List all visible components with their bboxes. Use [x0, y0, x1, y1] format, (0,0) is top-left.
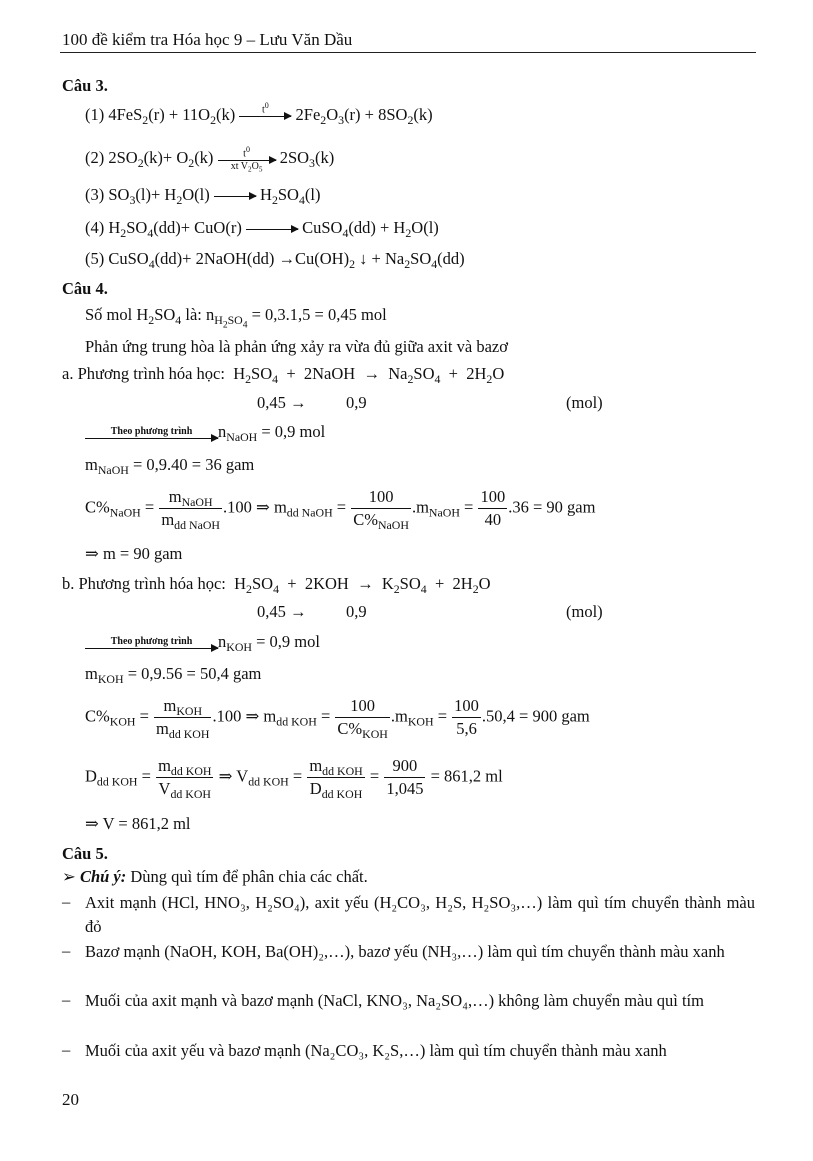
catalyst-arrow: $\frac{t^0}{xt V_2O_5}$ [218, 146, 276, 172]
reaction-5: (5) CuSO$_4$(dd)+ 2NaOH(dd) $\to Cu(OH)_2$ ↓ + $Na_2SO_4(dd)$ [85, 249, 465, 272]
list-item: Axit mạnh (HCl, HNO₃, H₂SO₄), axit yếu (H₂CO₃, H₂S, H₂SO₃,…) làm quì tím chuyển thành màu đỏ [85, 893, 755, 936]
list-item: Bazơ mạnh (NaOH, KOH, Ba(OH)₂,…), bazơ yếu (NH₃,…) làm quì tím chuyển thành màu xanh [85, 942, 725, 961]
arrow-bullet-icon: ➢ [62, 867, 76, 886]
reaction-4: (4) $H_2SO_4(dd)+ CuO(r)$ CuSO$_4$(dd) + $H_2O(l)$ [85, 218, 439, 241]
heat-arrow: $t^0$ [239, 102, 291, 118]
part-b-equation: b. Phương trình hóa học: $H_2SO_4 + 2KOH \to K_2SO_4 + 2H_2O$ [62, 574, 491, 597]
part-a-m: $m_{NaOH} = 0,9.40 = 36$ gam [85, 455, 255, 478]
note-line: ➢ Chú ý: Dùng quì tím để phân chia các chất. [62, 867, 368, 886]
part-a-unit: (mol) [566, 393, 603, 412]
cau3-heading: Câu 3. [62, 76, 108, 95]
cau5-heading: Câu 5. [62, 844, 108, 863]
mol-calc: Số mol $H_2SO_4$ là: $n_{H_2SO_4} = 0,3.1,5 = 0,45$ mol [85, 305, 387, 331]
part-a-ratio-1: 0,45 → [257, 393, 307, 412]
dash-bullet: – [62, 990, 71, 1009]
reaction-1: (1) $4FeS_2(r) + 11O_2(k)$ $t^0$ $2Fe_2O_3(r) + 8SO_2(k)$ [85, 101, 433, 128]
part-a-concentration: $C\%_{NaOH}$ = $\frac{m_{NaOH}}{m_{dd NaOH}}$ .100 ⇒ $m_{dd NaOH}$ = $\frac{100}{C\%_{NaOH}}$ $.m_{NaOH}$ = $\frac{100}{40}$ .36 = 90 gam [85, 487, 596, 533]
theo-arrow: Theo phương trình [85, 637, 218, 650]
part-b-n: Theo phương trình $n_{KOH} = 0,9$ mol [85, 633, 320, 652]
reaction-2: (2) $2SO_2(k)+ O_2(k)$ $\frac{t^0}{xt V_2O_5}$ $2SO_3(k)$ [85, 145, 335, 174]
dash-bullet: – [62, 892, 71, 911]
part-a-equation: a. Phương trình hóa học: $H_2SO_4$ + 2NaOH → $Na_2SO_4 + 2H_2O$ [62, 364, 505, 387]
reaction-arrow [246, 228, 298, 231]
dash-bullet: – [62, 941, 71, 960]
reaction-arrow [214, 195, 256, 198]
part-b-ratio-1: 0,45 → [257, 602, 307, 621]
part-a-n: Theo phương trình $n_{NaOH} = 0,9$ mol [85, 423, 325, 442]
page-number: 20 [62, 1090, 79, 1109]
part-a-result: ⇒ m = 90 gam [85, 544, 183, 563]
part-b-unit: (mol) [566, 602, 603, 621]
part-a-ratio-2: 0,9 [346, 393, 367, 412]
dash-bullet: – [62, 1040, 71, 1059]
part-b-result: ⇒ V = 861,2 ml [85, 814, 191, 833]
cau4-heading: Câu 4. [62, 279, 108, 298]
part-b-concentration: $C\%_{KOH}$ = $\frac{m_{KOH}}{m_{dd KOH}}$ .100 ⇒ $m_{dd KOH}$ = $\frac{100}{C\%_{KOH}}$ $.m_{KOH}$ = $\frac{100}{5,6}$ .50,4 = 900 gam [85, 696, 590, 742]
part-b-ratio-2: 0,9 [346, 602, 367, 621]
neutral-note: Phản ứng trung hòa là phản ứng xảy ra vừa đủ giữa axit và bazơ [85, 337, 508, 356]
part-b-m: $m_{KOH} = 0,9.56 = 50,4$ gam [85, 664, 262, 687]
header-rule [60, 52, 756, 53]
running-header: 100 đề kiểm tra Hóa học 9 – Lưu Văn Dầu [62, 30, 353, 49]
part-b-density: $D_{dd KOH}$ = $\frac{m_{dd KOH}}{V_{dd KOH}}$ ⇒ $V_{dd KOH}$ = $\frac{m_{dd KOH}}{D_{dd KOH}}$ = $\frac{900}{1,045}$ = 861,2 ml [85, 756, 503, 802]
list-item: Muối của axit yếu và bazơ mạnh (Na₂CO₃, K₂S,…) làm quì tím chuyển thành màu xanh [85, 1041, 667, 1060]
theo-arrow: Theo phương trình [85, 427, 218, 440]
reaction-3: (3) $SO_3(l)+ H_2O(l)$ $H_2SO_4(l)$ [85, 185, 321, 208]
list-item: Muối của axit mạnh và bazơ mạnh (NaCl, KNO₃, Na₂SO₄,…) không làm chuyển màu quì tím [85, 991, 704, 1010]
